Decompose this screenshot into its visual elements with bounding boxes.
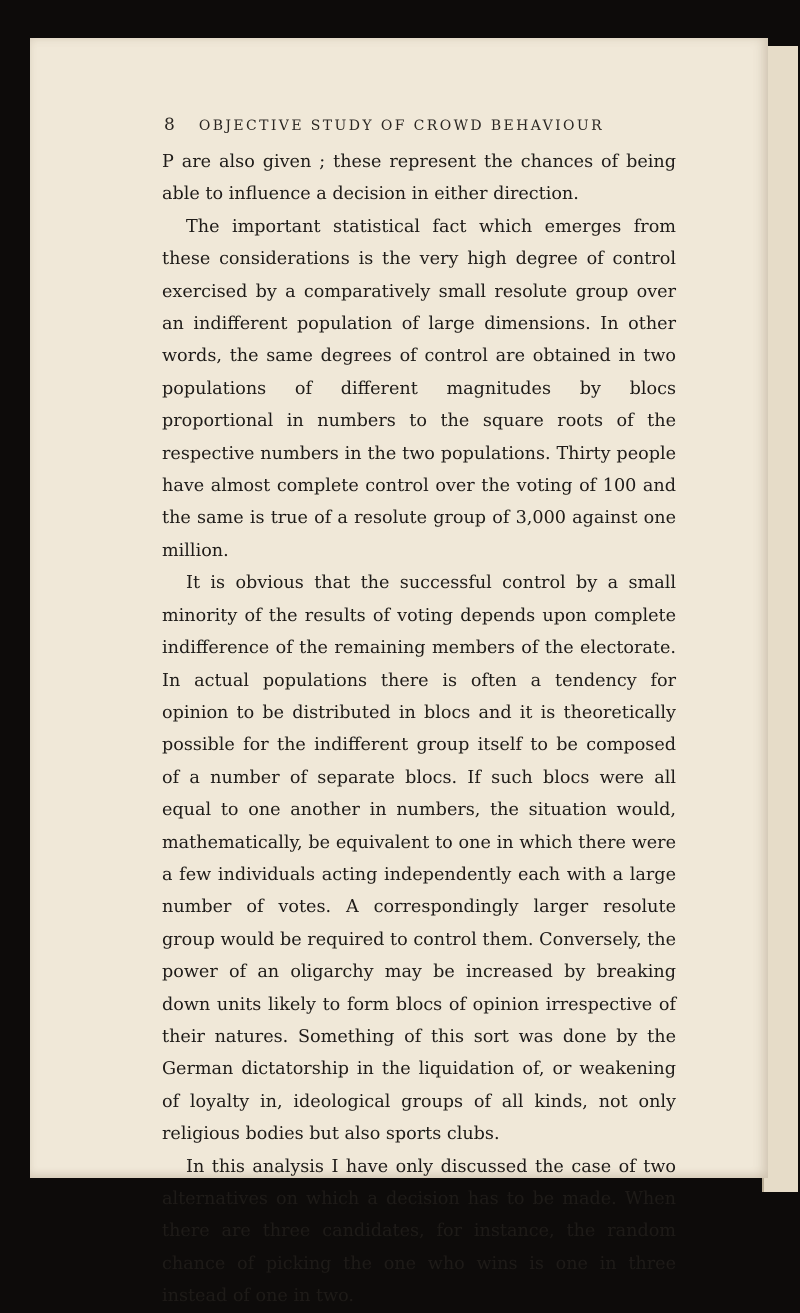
running-title: OBJECTIVE STUDY OF CROWD BEHAVIOUR [198, 118, 605, 134]
page-number: 8 [164, 115, 175, 135]
paragraph: The important statistical fact which emerges from these considerations is the very high degree of control exercised by a comparatively small resolute group over an indifferent population of large dimensions. In other words, the same degrees of control are obtained in two populations of different magnitudes by blocs proportional in numbers to the square roots of the respective numbers in the two populations. Thirty people have almost complete control over the voting of 100 and the same is true of a resolute group of 3,000 against one million. [162, 216, 676, 561]
paragraph: It is obvious that the successful control by a small minority of the results of voting depends upon complete indifference of the remaining members of the electorate. In actual populations there is often a tendency for opinion to be distributed in blocs and it is theoretically possible for the indifferent group itself to be composed of a number of separate blocs. If such blocs were all equal to one another in numbers, the situation would, mathematically, be equivalent to one in which there were a few individuals acting independently each with a large number of votes. A correspondingly larger resolute group would be required to control them. Conversely, the power of an oligarchy may be increased by breaking down units likely to form blocs of opinion irrespective of their natures. Something of this sort was done by the German dictatorship in the liquidation of, or weakening of loyalty in, ideological groups of all kinds, not only religious bodies but also sports clubs. [162, 573, 676, 1145]
body-text [162, 146, 676, 1313]
paragraph: In this analysis I have only discussed the case of two alternatives on which a decision has to be made. When there are three candidates, for instance, the random chance of picking the one who wins is one in three instead of one in two. [162, 1156, 676, 1307]
running-head [164, 115, 644, 139]
paragraph-continuation: P are also given ; these represent the chances of being able to influence a decision in either direction. [162, 152, 676, 205]
